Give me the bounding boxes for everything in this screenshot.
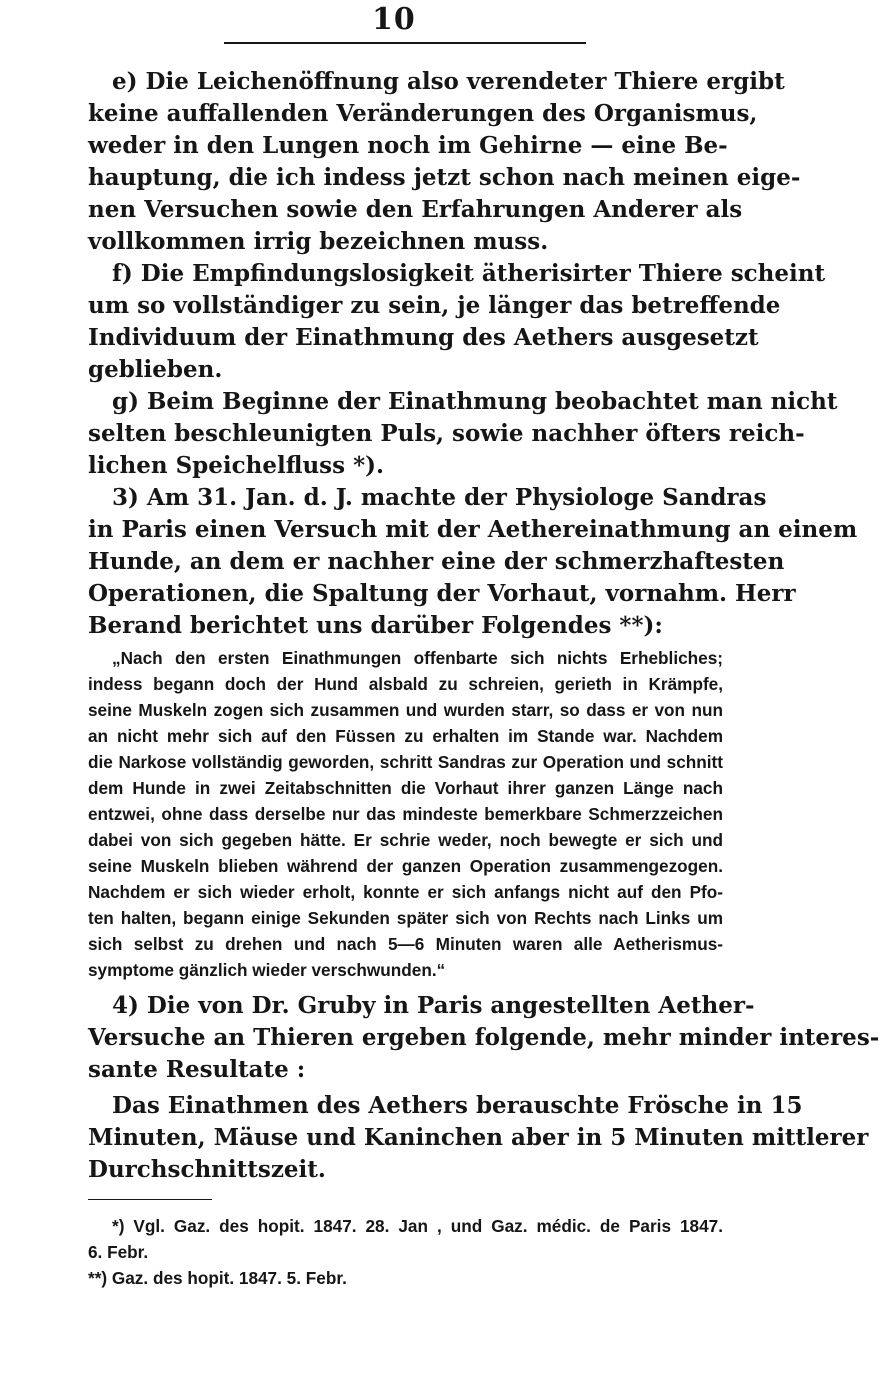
quote-line: seine Muskeln blieben während der ganzen Operation zusammengezogen. bbox=[88, 856, 723, 876]
body-line: e) Die Leichenöffnung also verendeter Thiere ergibt bbox=[112, 68, 785, 95]
footnote-line: *) Vgl. Gaz. des hopit. 1847. 28. Jan , und Gaz. médic. de Paris 1847. bbox=[112, 1216, 723, 1236]
quote-line: entzwei, ohne dass derselbe nur das mindeste bemerkbare Schmerzzeichen bbox=[88, 804, 723, 824]
quote-line: dem Hunde in zwei Zeitabschnitten die Vorhaut ihrer ganzen Länge nach bbox=[88, 778, 723, 798]
page-number: 10 bbox=[372, 2, 416, 37]
quote-line: Nachdem er sich wieder erholt, konnte er sich anfangs nicht auf den Pfo- bbox=[88, 882, 723, 902]
body-line: Individuum der Einathmung des Aethers ausgesetzt bbox=[88, 324, 759, 351]
body-line: vollkommen irrig bezeichnen muss. bbox=[88, 228, 549, 255]
body-line: nen Versuchen sowie den Erfahrungen Anderer als bbox=[88, 196, 743, 223]
body-line: in Paris einen Versuch mit der Aethereinathmung an einem bbox=[88, 516, 858, 543]
body-line: Berand berichtet uns darüber Folgendes **): bbox=[88, 612, 663, 639]
body-line: g) Beim Beginne der Einathmung beobachtet man nicht bbox=[112, 388, 838, 415]
body-line: Versuche an Thieren ergeben folgende, mehr minder interes- bbox=[88, 1024, 879, 1051]
body-line: Durchschnittszeit. bbox=[88, 1156, 326, 1183]
quote-line: ten halten, begann einige Sekunden später sich von Rechts nach Links um bbox=[88, 908, 723, 928]
body-line: Das Einathmen des Aethers berauschte Frösche in 15 bbox=[112, 1092, 803, 1119]
footnote-line: 6. Febr. bbox=[88, 1242, 149, 1262]
quote-line: symptome gänzlich wieder verschwunden.“ bbox=[88, 960, 446, 980]
body-line: 3) Am 31. Jan. d. J. machte der Physiologe Sandras bbox=[112, 484, 767, 511]
footnote-line: **) Gaz. des hopit. 1847. 5. Febr. bbox=[88, 1268, 347, 1288]
body-line: lichen Speichelfluss *). bbox=[88, 452, 384, 479]
body-line: f) Die Empfindungslosigkeit ätherisirter Thiere scheint bbox=[112, 260, 826, 287]
quote-line: „Nach den ersten Einathmungen offenbarte sich nichts Erhebliches; bbox=[112, 648, 723, 668]
body-line: keine auffallenden Veränderungen des Organismus, bbox=[88, 100, 758, 127]
quote-line: indess begann doch der Hund alsbald zu schreien, gerieth in Krämpfe, bbox=[88, 674, 723, 694]
body-line: weder in den Lungen noch im Gehirne — eine Be- bbox=[88, 132, 728, 159]
body-line: um so vollständiger zu sein, je länger das betreffende bbox=[88, 292, 781, 319]
quote-line: an nicht mehr sich auf den Füssen zu erhalten im Stande war. Nachdem bbox=[88, 726, 723, 746]
body-line: Minuten, Mäuse und Kaninchen aber in 5 Minuten mittlerer bbox=[88, 1124, 869, 1151]
header-rule bbox=[224, 42, 586, 44]
body-line: 4) Die von Dr. Gruby in Paris angestellten Aether- bbox=[112, 992, 755, 1019]
quote-line: dabei von sich gegeben hätte. Er schrie weder, noch bewegte er sich und bbox=[88, 830, 723, 850]
body-line: hauptung, die ich indess jetzt schon nach meinen eige- bbox=[88, 164, 801, 191]
quote-line: seine Muskeln zogen sich zusammen und wurden starr, so dass er von nun bbox=[88, 700, 723, 720]
body-line: Operationen, die Spaltung der Vorhaut, vornahm. Herr bbox=[88, 580, 796, 607]
quote-line: sich selbst zu drehen und nach 5—6 Minuten waren alle Aetherismus- bbox=[88, 934, 723, 954]
body-line: geblieben. bbox=[88, 356, 223, 383]
body-line: Hunde, an dem er nachher eine der schmerzhaftesten bbox=[88, 548, 785, 575]
footnote-rule bbox=[88, 1199, 212, 1200]
quote-line: die Narkose vollständig geworden, schritt Sandras zur Operation und schnitt bbox=[88, 752, 723, 772]
body-line: sante Resultate : bbox=[88, 1056, 306, 1083]
body-line: selten beschleunigten Puls, sowie nachher öfters reich- bbox=[88, 420, 805, 447]
